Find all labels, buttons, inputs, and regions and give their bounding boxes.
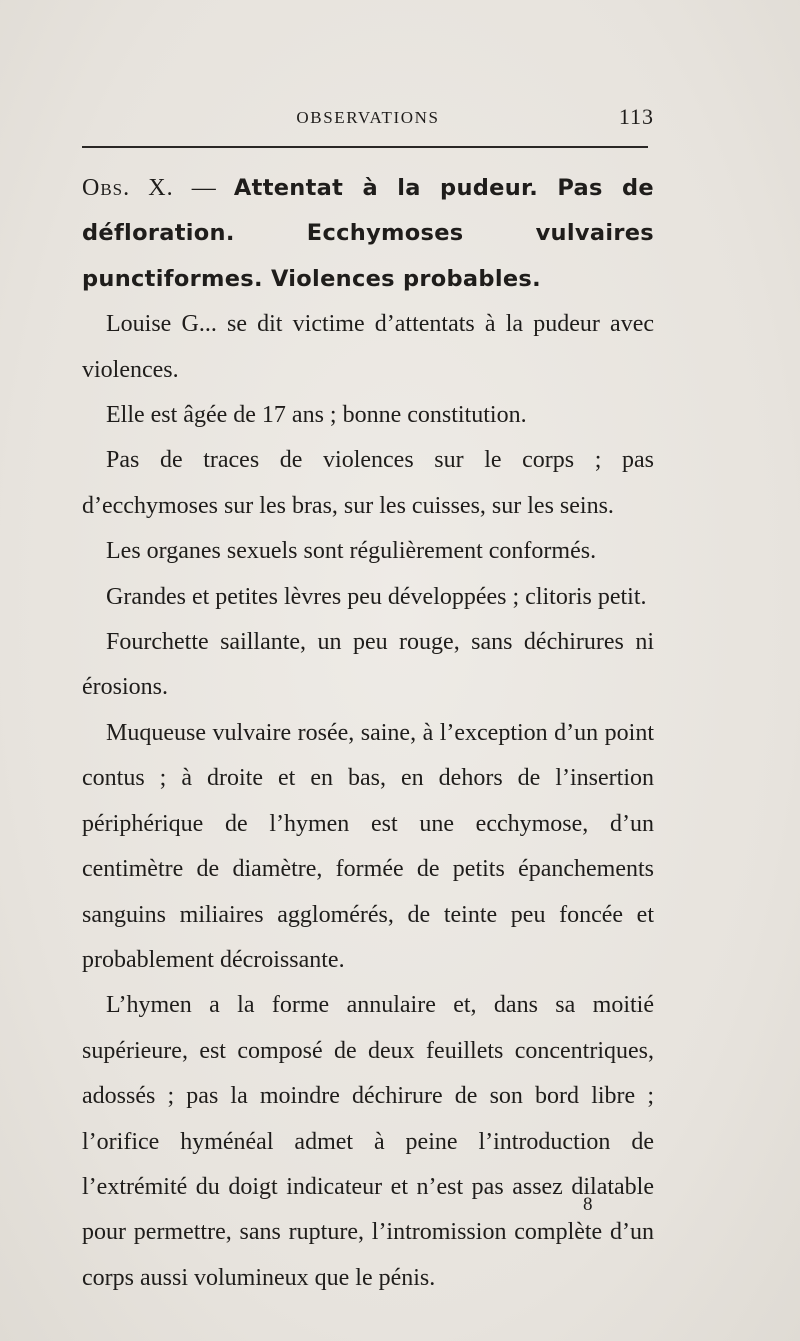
signature-number: 8 <box>583 1194 593 1215</box>
paragraph: Pas de traces de violences sur le corps ; pas d’ecchymoses sur les bras, sur les cuisses, sur les seins. <box>82 447 654 519</box>
paragraph: Elle est âgée de 17 ans ; bonne constitution. <box>106 402 527 429</box>
paragraph: Fourchette saillante, un peu rouge, sans déchirures ni érosions. <box>82 629 654 701</box>
paragraph: Muqueuse vulvaire rosée, saine, à l’exception d’un point contus ; à droite et en bas, en dehors de l’insertion périphérique de l’hymen est une ecchymose, d’un centimètre de diamètre, formée de petits épanchements sanguins miliaires agglomérés, de teinte peu foncée et probablement décroissante. <box>82 719 654 973</box>
paragraph: Grandes et petites lèvres peu développées ; clitoris petit. <box>106 583 647 610</box>
header-rule <box>82 146 648 148</box>
page-number: 113 <box>618 104 654 129</box>
paragraph: L’hymen a la forme annulaire et, dans sa moitié supérieure, est composé de deux feuillets concentriques, adossés ; pas la moindre déchirure de son bord libre ; l’orifice hyménéal admet à peine l’introduction de l’extrémité du doigt indicateur et n’est pas assez dilatable pour permettre, sans rupture, l’intromission complète d’un corps aussi volumineux que le pénis. <box>82 992 654 1291</box>
page-header <box>82 104 654 134</box>
body-text <box>82 166 654 1301</box>
observation-title: Attentat à la pudeur. Pas de défloration. Ecchymoses vulvaires punctiformes. Violences probables. <box>82 175 654 292</box>
observation-number: Obs. X. — <box>82 175 217 201</box>
paragraph: Les organes sexuels sont régulièrement conformés. <box>106 538 597 565</box>
observation-heading <box>82 166 654 302</box>
running-title: OBSERVATIONS <box>296 108 440 127</box>
paragraph: Louise G... se dit victime d’attentats à la pudeur avec violences. <box>82 311 654 383</box>
